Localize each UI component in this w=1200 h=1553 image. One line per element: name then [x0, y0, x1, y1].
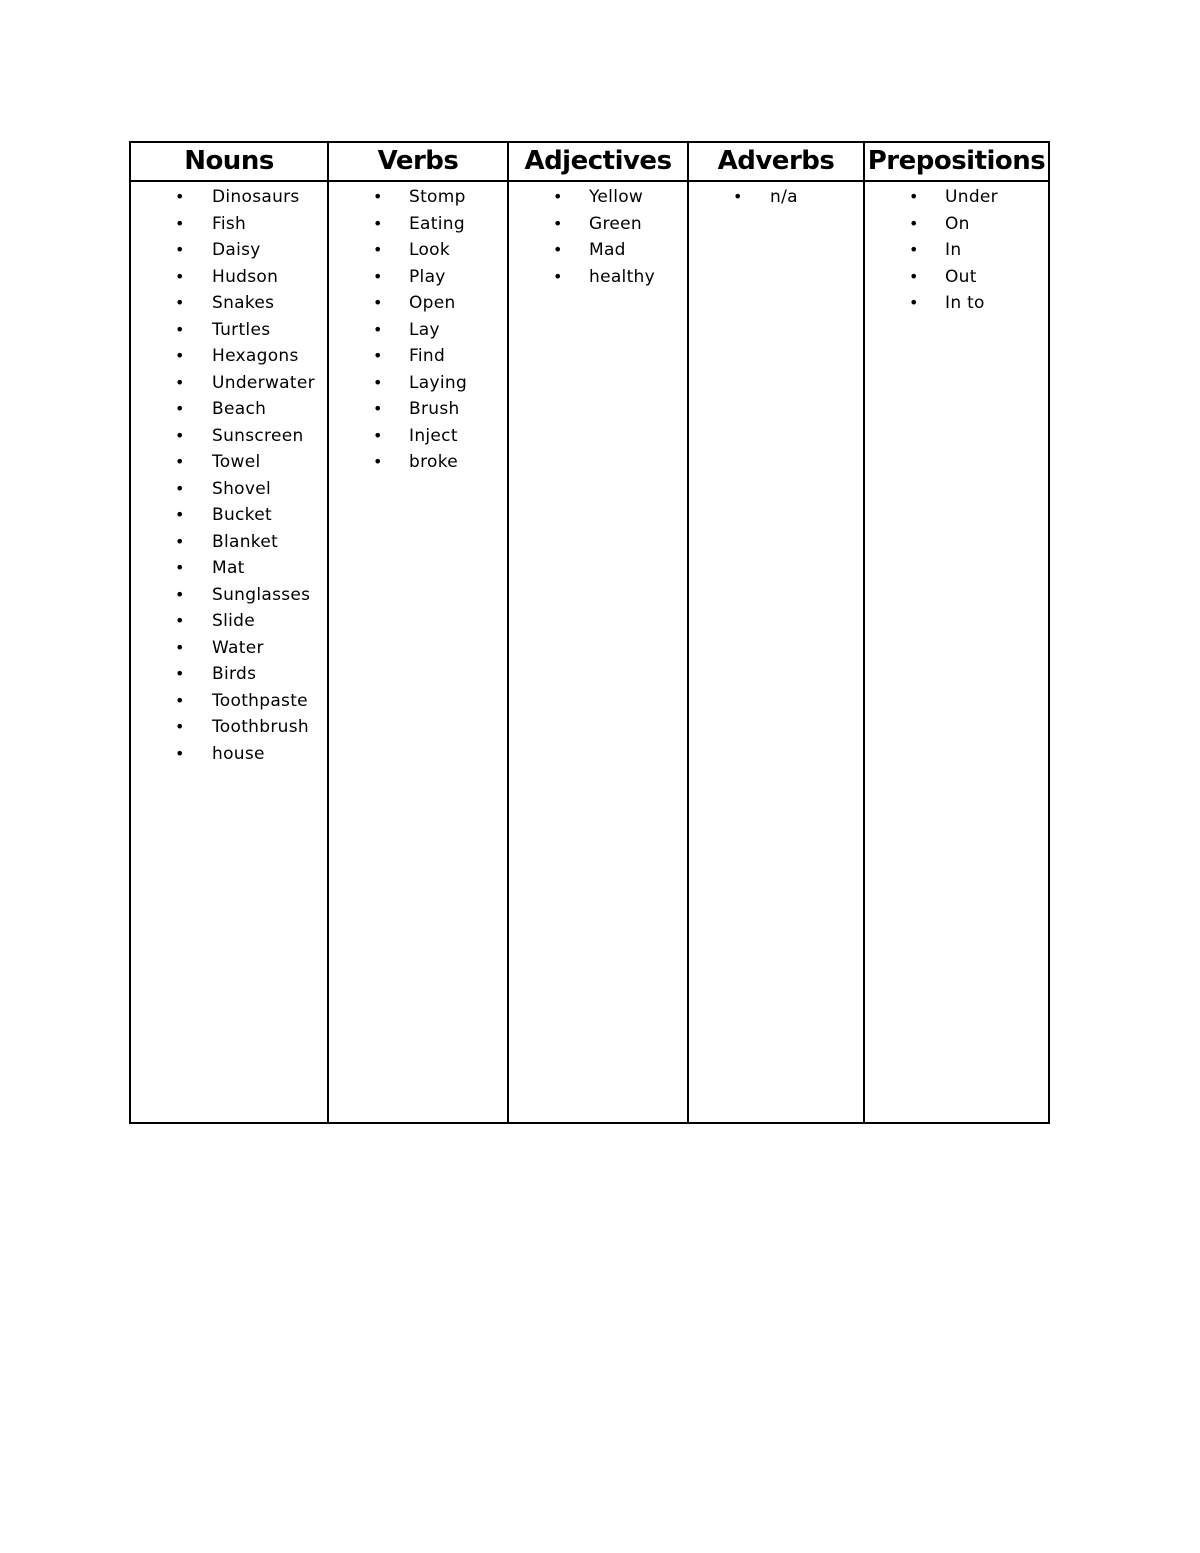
- nouns-word: Shovel: [212, 478, 272, 499]
- header-prepositions: Prepositions: [864, 142, 1049, 181]
- bullet-icon: •: [373, 293, 383, 312]
- prepositions-list-item: [865, 211, 1048, 238]
- bullet-icon: •: [373, 187, 383, 206]
- bullet-icon: •: [175, 293, 185, 312]
- adjectives-word: Green: [589, 213, 642, 234]
- bullet-icon: •: [175, 717, 185, 736]
- bullet-icon: •: [373, 346, 383, 365]
- adjectives-word: healthy: [589, 266, 655, 287]
- bullet-icon: •: [175, 240, 185, 259]
- verbs-word: Inject: [409, 425, 458, 446]
- nouns-list-item: [131, 396, 327, 423]
- verbs-word: Lay: [409, 319, 440, 340]
- prepositions-word: Under: [945, 187, 998, 207]
- nouns-word: Turtles: [212, 319, 271, 340]
- verbs-word: Look: [409, 240, 451, 260]
- nouns-word: Birds: [212, 664, 257, 684]
- nouns-word: Toothbrush: [212, 717, 309, 737]
- bullet-icon: •: [373, 452, 383, 471]
- nouns-cell: [130, 181, 328, 1123]
- nouns-list-item: [131, 555, 327, 582]
- nouns-list-item: [131, 661, 327, 688]
- nouns-list-item: [131, 423, 327, 450]
- adverbs-list-item: [689, 184, 863, 211]
- header-verbs: Verbs: [328, 142, 508, 181]
- verbs-list: [329, 182, 507, 476]
- verbs-list-item: [329, 211, 507, 238]
- bullet-icon: •: [553, 266, 563, 286]
- bullet-icon: •: [175, 478, 185, 498]
- header-row: [130, 142, 1049, 181]
- header-adverbs: Adverbs: [688, 142, 864, 181]
- nouns-word: Hexagons: [212, 346, 299, 366]
- verbs-word: Open: [409, 293, 456, 313]
- bullet-icon: •: [175, 346, 185, 365]
- bullet-icon: •: [175, 425, 185, 445]
- nouns-word: Sunscreen: [212, 425, 304, 446]
- nouns-list-item: [131, 688, 327, 715]
- bullet-icon: •: [373, 399, 383, 418]
- bullet-icon: •: [175, 399, 185, 418]
- nouns-list: [131, 182, 327, 767]
- nouns-word: Beach: [212, 399, 267, 419]
- prepositions-word: Out: [945, 266, 977, 287]
- bullet-icon: •: [175, 664, 185, 683]
- bullet-icon: •: [175, 690, 185, 710]
- prepositions-word: In: [945, 240, 962, 260]
- verbs-word: Laying: [409, 372, 468, 393]
- verbs-cell: [328, 181, 508, 1123]
- bullet-icon: •: [909, 213, 919, 233]
- verbs-word: Brush: [409, 399, 460, 419]
- bullet-icon: •: [175, 372, 185, 392]
- adjectives-word: Mad: [589, 240, 626, 260]
- prepositions-list-item: [865, 237, 1048, 264]
- bullet-icon: •: [175, 743, 185, 763]
- nouns-word: Daisy: [212, 240, 261, 260]
- bullet-icon: •: [175, 558, 185, 577]
- bullet-icon: •: [175, 319, 185, 339]
- nouns-list-item: [131, 237, 327, 264]
- bullet-icon: •: [373, 266, 383, 286]
- bullet-icon: •: [373, 213, 383, 233]
- bullet-icon: •: [175, 531, 185, 551]
- nouns-list-item: [131, 714, 327, 741]
- prepositions-cell: [864, 181, 1049, 1123]
- bullet-icon: •: [553, 240, 563, 259]
- parts-of-speech-table: [129, 141, 1050, 1124]
- adjectives-list-item: [509, 237, 687, 264]
- bullet-icon: •: [175, 213, 185, 233]
- nouns-list-item: [131, 343, 327, 370]
- nouns-list-item: [131, 529, 327, 556]
- nouns-list-item: [131, 290, 327, 317]
- verbs-word: Find: [409, 346, 446, 366]
- nouns-list-item: [131, 582, 327, 609]
- nouns-list-item: [131, 317, 327, 344]
- nouns-word: Dinosaurs: [212, 187, 300, 207]
- verbs-list-item: [329, 396, 507, 423]
- prepositions-word: In to: [945, 293, 985, 313]
- nouns-word: Hudson: [212, 266, 279, 287]
- header-nouns: Nouns: [130, 142, 328, 181]
- prepositions-list-item: [865, 290, 1048, 317]
- verbs-word: Stomp: [409, 187, 466, 207]
- verbs-list-item: [329, 423, 507, 450]
- verbs-list-item: [329, 290, 507, 317]
- bullet-icon: •: [553, 187, 563, 206]
- adjectives-cell: [508, 181, 688, 1123]
- adverbs-list: [689, 182, 863, 211]
- adverbs-word: n/a: [770, 187, 798, 207]
- bullet-icon: •: [909, 266, 919, 286]
- bullet-icon: •: [175, 637, 185, 657]
- adjectives-word: Yellow: [589, 187, 644, 207]
- nouns-word: house: [212, 743, 265, 764]
- body-row: [130, 181, 1049, 1123]
- nouns-word: Toothpaste: [212, 690, 308, 711]
- nouns-word: Blanket: [212, 531, 279, 552]
- nouns-list-item: [131, 184, 327, 211]
- verbs-list-item: [329, 343, 507, 370]
- bullet-icon: •: [909, 187, 919, 206]
- bullet-icon: •: [373, 240, 383, 259]
- nouns-word: Snakes: [212, 293, 275, 313]
- nouns-word: Water: [212, 637, 264, 658]
- nouns-list-item: [131, 211, 327, 238]
- adjectives-list-item: [509, 184, 687, 211]
- bullet-icon: •: [175, 505, 185, 524]
- bullet-icon: •: [553, 213, 563, 233]
- verbs-list-item: [329, 449, 507, 476]
- nouns-list-item: [131, 741, 327, 768]
- verbs-list-item: [329, 264, 507, 291]
- bullet-icon: •: [175, 266, 185, 286]
- nouns-list-item: [131, 476, 327, 503]
- verbs-word: Play: [409, 266, 446, 287]
- nouns-word: Sunglasses: [212, 584, 311, 605]
- bullet-icon: •: [373, 372, 383, 392]
- prepositions-list-item: [865, 184, 1048, 211]
- nouns-word: Underwater: [212, 372, 315, 393]
- nouns-list-item: [131, 449, 327, 476]
- nouns-list-item: [131, 502, 327, 529]
- bullet-icon: •: [175, 584, 185, 604]
- nouns-word: Mat: [212, 558, 245, 578]
- bullet-icon: •: [373, 425, 383, 445]
- verbs-list-item: [329, 237, 507, 264]
- nouns-word: Bucket: [212, 505, 272, 525]
- prepositions-list-item: [865, 264, 1048, 291]
- adverbs-cell: [688, 181, 864, 1123]
- bullet-icon: •: [175, 452, 185, 471]
- verbs-list-item: [329, 370, 507, 397]
- nouns-list-item: [131, 608, 327, 635]
- bullet-icon: •: [175, 611, 185, 630]
- nouns-word: Towel: [212, 452, 261, 472]
- bullet-icon: •: [909, 240, 919, 259]
- nouns-word: Fish: [212, 213, 247, 234]
- nouns-list-item: [131, 370, 327, 397]
- adjectives-list-item: [509, 264, 687, 291]
- header-adjectives: Adjectives: [508, 142, 688, 181]
- verbs-word: Eating: [409, 213, 465, 234]
- nouns-list-item: [131, 264, 327, 291]
- bullet-icon: •: [909, 293, 919, 312]
- verbs-list-item: [329, 184, 507, 211]
- prepositions-list: [865, 182, 1048, 317]
- bullet-icon: •: [733, 187, 743, 206]
- adjectives-list: [509, 182, 687, 290]
- nouns-list-item: [131, 635, 327, 662]
- verbs-list-item: [329, 317, 507, 344]
- verbs-word: broke: [409, 452, 459, 472]
- nouns-word: Slide: [212, 611, 255, 631]
- adjectives-list-item: [509, 211, 687, 238]
- bullet-icon: •: [175, 187, 185, 206]
- prepositions-word: On: [945, 213, 970, 234]
- bullet-icon: •: [373, 319, 383, 339]
